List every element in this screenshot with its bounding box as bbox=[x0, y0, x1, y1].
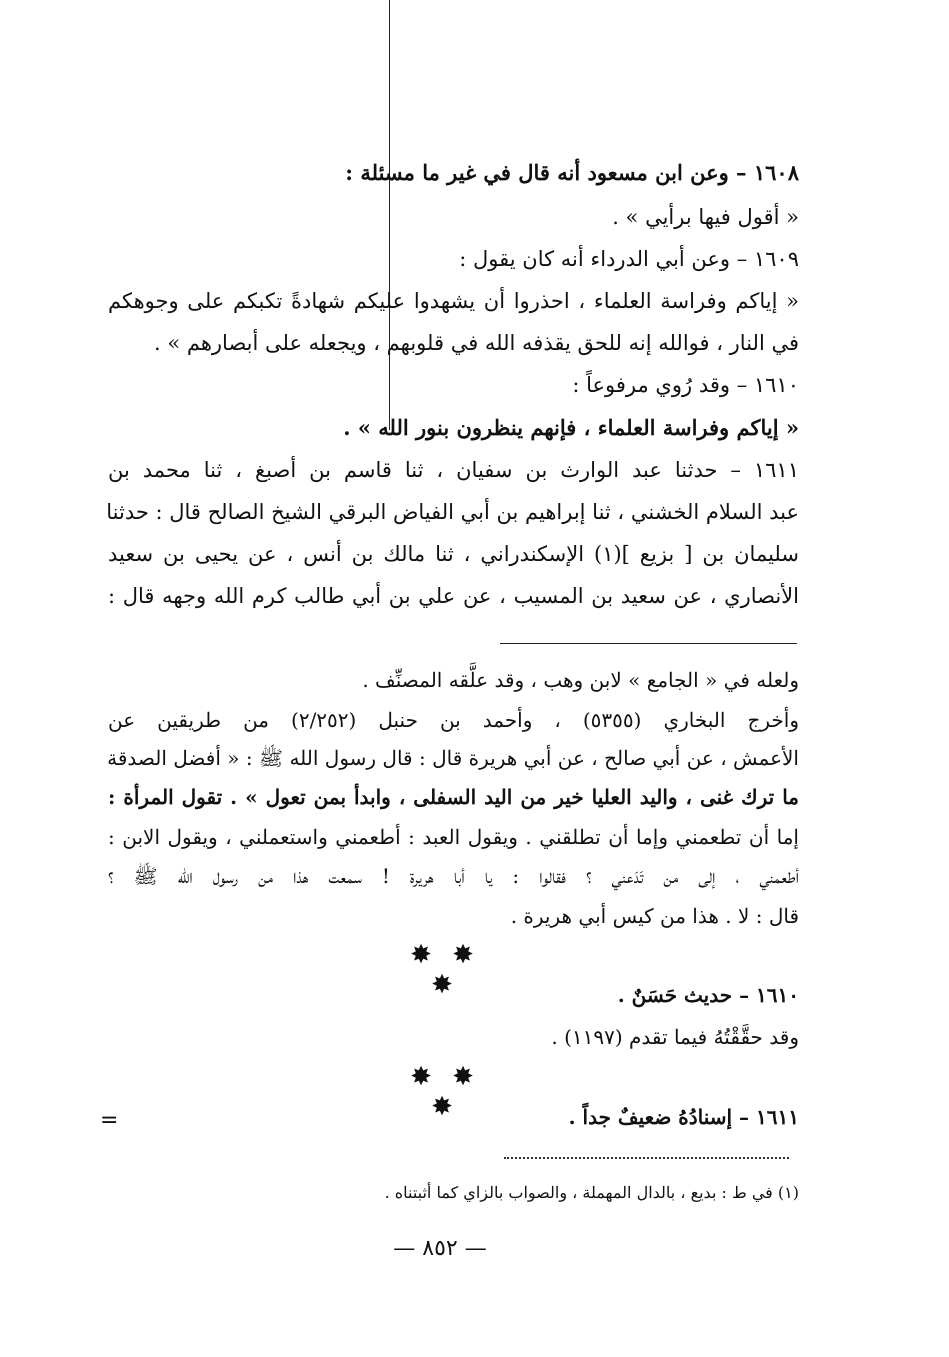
ruling-1611-label: ١٦١١ – إسنادُهُ ضعيفٌ جداً . bbox=[568, 1105, 799, 1129]
hadith-1611-line-4: الأنصاري ، عن سعيد بن المسيب ، عن علي بن أبي طالب كرم الله وجهه قال : bbox=[108, 584, 799, 608]
hadith-1608-line: ١٦٠٨ – وعن ابن مسعود أنه قال في غير ما مسئلة : bbox=[345, 160, 799, 185]
note-line: قال : لا . هذا من كيس أبي هريرة . bbox=[510, 904, 799, 928]
hadith-1609-quote-1: « إياكم وفراسة العلماء ، احذروا أن يشهدوا عليكم شهادةً تكبكم على وجوهكم bbox=[108, 289, 799, 313]
hadith-1608-quote: « أقول فيها برأيي » . bbox=[612, 205, 799, 229]
notes-divider bbox=[500, 643, 797, 644]
note-line: الأعمش ، عن أبي صالح ، عن أبي هريرة قال : قال رسول الله ﷺ : « أفضل الصدقة bbox=[107, 746, 799, 770]
continuation-mark: = bbox=[100, 1108, 119, 1133]
note-line: أطعمني ، إلى من تَدَعني ؟ فقالوا : يا أبا هريرة ! سمعت هذا من رسول الله ﷺ ؟ bbox=[108, 864, 799, 888]
separator-stars: ✸ ✸ ✸ bbox=[410, 1062, 480, 1122]
hadith-1611-line-2: عبد السلام الخشني ، ثنا إبراهيم بن أبي الفياض البرقي الشيخ الصالح قال : حدثنا bbox=[106, 500, 799, 524]
scan-margin-line bbox=[389, 0, 390, 430]
note-line: ما ترك غنى ، واليد العليا خير من اليد السفلى ، وابدأ بمن تعول » . تقول المرأة : bbox=[108, 785, 799, 809]
hadith-1610-quote: « إياكم وفراسة العلماء ، فإنهم ينظرون بنور الله » . bbox=[343, 415, 799, 440]
ruling-1610-label: ١٦١٠ – حديث حَسَنٌ . bbox=[617, 983, 799, 1007]
note-line: وأخرج البخاري (٥٣٥٥) ، وأحمد بن حنبل (٢/٢٥٢) من طريقين عن bbox=[108, 708, 799, 732]
hadith-1609-line: ١٦٠٩ – وعن أبي الدرداء أنه كان يقول : bbox=[459, 247, 799, 271]
separator-stars: ✸ ✸ ✸ bbox=[410, 940, 480, 1000]
page-number: — ٨٥٢ — bbox=[393, 1236, 487, 1261]
footnote-divider bbox=[504, 1157, 789, 1159]
hadith-1609-quote-2: في النار ، فوالله إنه للحق يقذفه الله في قلوبهم ، ويجعله على أبصارهم » . bbox=[153, 331, 799, 355]
hadith-1611-line-1: ١٦١١ – حدثنا عبد الوارث بن سفيان ، ثنا قاسم بن أصبغ ، ثنا محمد بن bbox=[108, 458, 799, 482]
footnote: (١) في ط : بديع ، بالدال المهملة ، والصواب بالزاي كما أثبتناه . bbox=[384, 1183, 799, 1202]
note-line: إما أن تطعمني وإما أن تطلقني . ويقول العبد : أطعمني واستعملني ، ويقول الابن : bbox=[108, 825, 799, 849]
hadith-1611-line-3: سليمان بن [ بزيع ](١) الإسكندراني ، ثنا مالك بن أنس ، عن يحيى بن سعيد bbox=[108, 542, 799, 566]
ruling-1610-detail: وقد حقَّقْتُهُ فيما تقدم (١١٩٧) . bbox=[551, 1025, 799, 1049]
note-line: ولعله في « الجامع » لابن وهب ، وقد علَّقه المصنِّف . bbox=[362, 668, 799, 692]
hadith-1610-line: ١٦١٠ – وقد رُوي مرفوعاً : bbox=[572, 373, 799, 397]
